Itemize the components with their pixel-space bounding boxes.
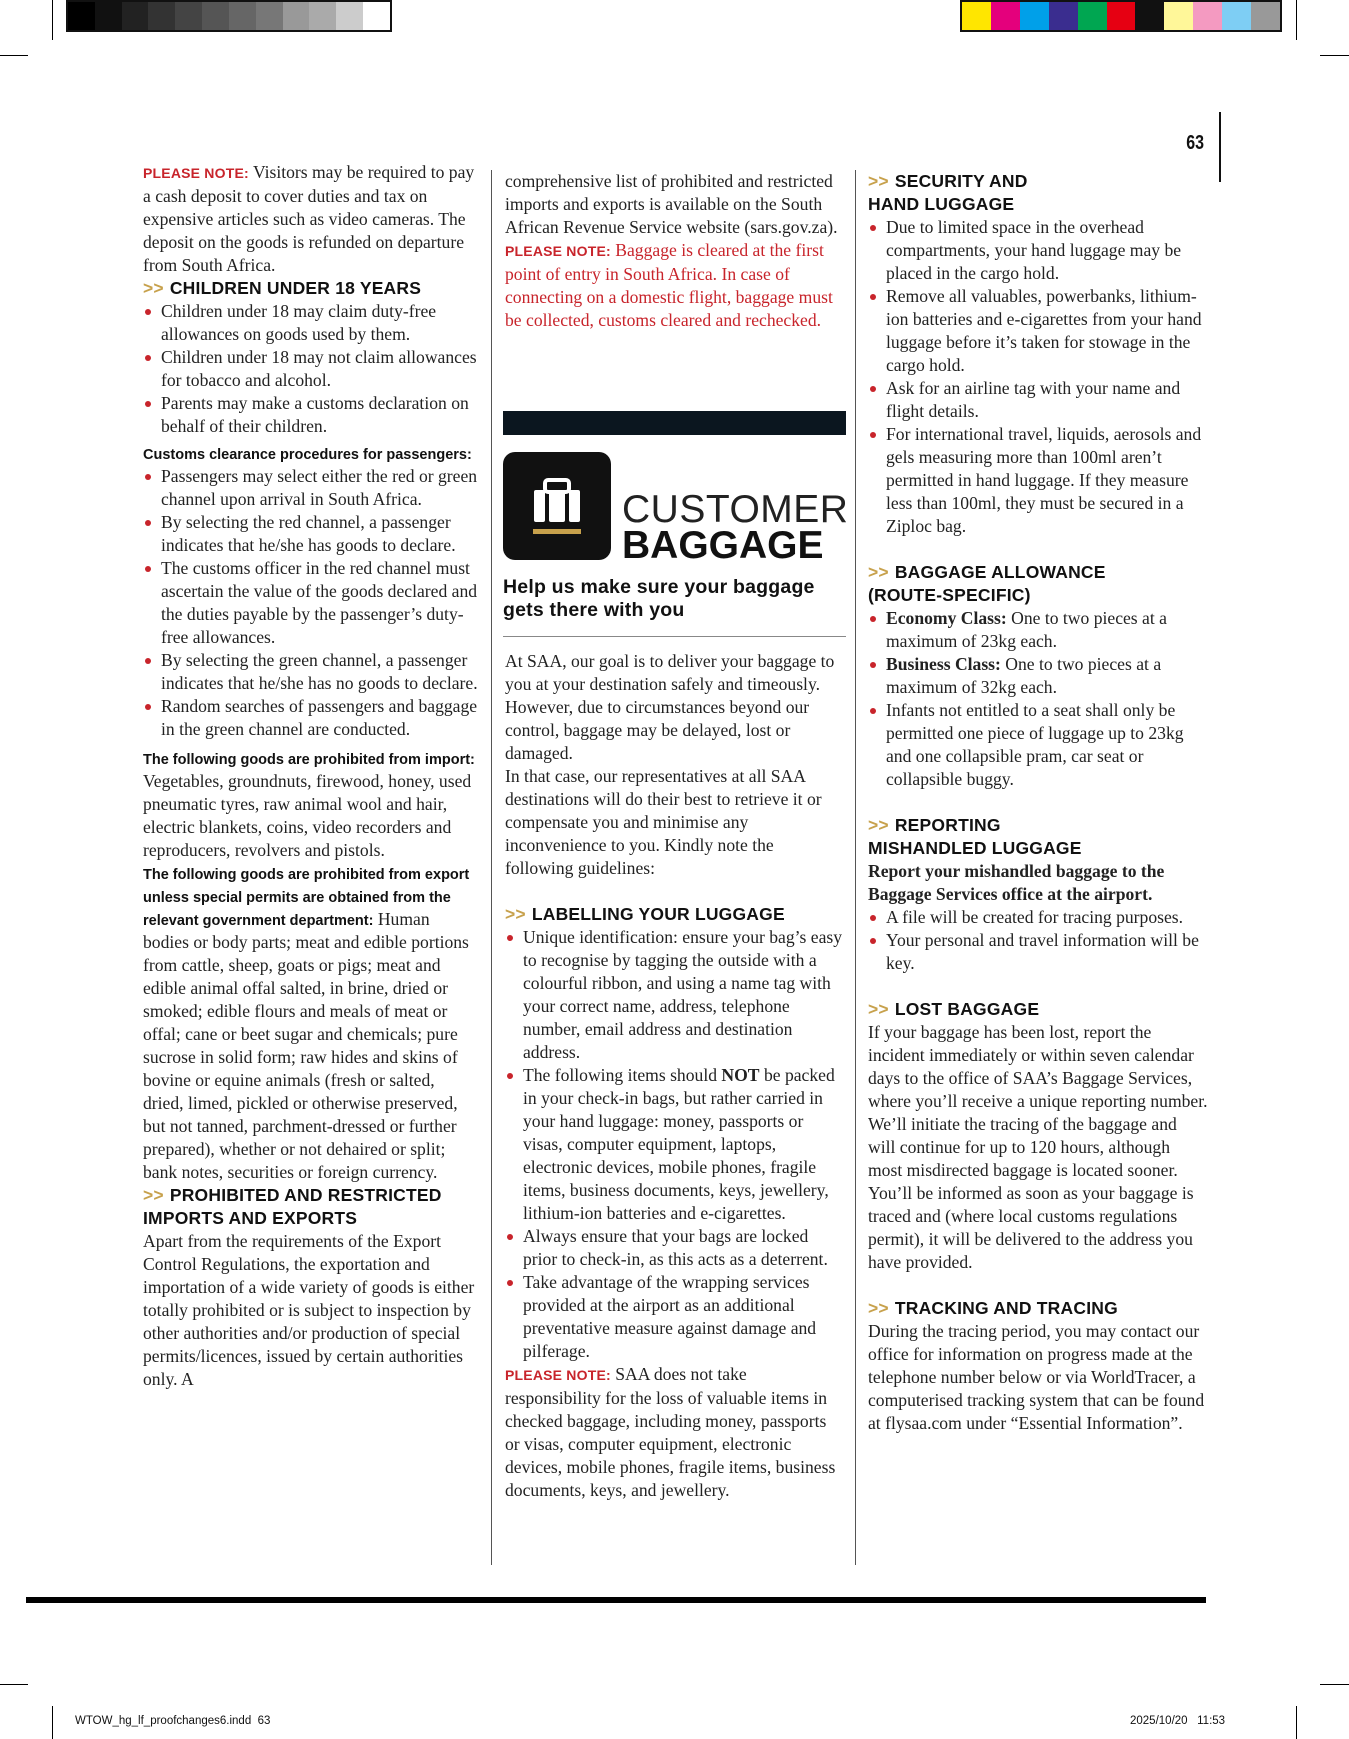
list-item: Children under 18 may not claim allowances for tobacco and alcohol.	[143, 346, 478, 392]
process-color-registration-bar	[960, 0, 1282, 32]
crop-mark	[0, 1684, 28, 1685]
note-text: Visitors may be required to pay a cash deposit to cover duties and tax on expensive articles such as video cameras. The deposit on the goods is refunded on departure from South Africa.	[143, 162, 475, 275]
list-item: Remove all valuables, powerbanks, lithium-ion batteries and e-cigarettes from your hand luggage before it’s taken for stowage in the cargo hold.	[868, 285, 1208, 377]
list-item: By selecting the green channel, a passenger indicates that he/she has no goods to declare.	[143, 649, 478, 695]
allowance-heading	[868, 561, 1208, 607]
color-swatch	[1078, 2, 1107, 30]
crop-mark	[0, 55, 28, 56]
column-rule-2	[855, 170, 856, 1565]
color-swatch	[1251, 2, 1280, 30]
crop-mark	[1320, 55, 1349, 56]
arrow-icon: >>	[868, 999, 889, 1019]
intro-paragraph-1: At SAA, our goal is to deliver your baggage to you at your destination safely and timeously. However, due to circumstances beyond our control, baggage may be delayed, lost or damaged.	[505, 651, 835, 763]
section-band	[503, 411, 846, 435]
list-item: Infants not entitled to a seat shall only be permitted one piece of luggage up to 23kg and one collapsible pram, car seat or collapsible buggy.	[868, 699, 1208, 791]
customs-list	[143, 465, 478, 741]
heading-text: PROHIBITED AND RESTRICTED IMPORTS AND EXPORTS	[143, 1185, 442, 1228]
economy-label: Economy Class:	[886, 608, 1007, 628]
lost-heading	[868, 998, 1208, 1021]
heading-text: SECURITY AND	[894, 171, 1028, 191]
clearance-note	[505, 239, 843, 332]
color-swatch	[962, 2, 991, 30]
gray-swatch	[256, 2, 283, 30]
gray-swatch	[95, 2, 122, 30]
section-subtitle: Help us make sure your baggage gets there with you	[503, 576, 815, 621]
export-text: Human bodies or body parts; meat and edible portions from cattle, sheep, goats or pigs; meat and edible animal offal salted, in brine, dried or smoked; edible flours and meals of meat or offal; cane or beet sugar and chemicals; pure sucrose in solid form; raw hides and skins of bovine or equine animals (fresh or salted, dried, limed, pickled or otherwise preserved, but not tanned, parchment-dressed or further prepared), whether or not dehaired or split; bank notes, securities or foreign currency.	[143, 909, 469, 1182]
heading-text: CHILDREN UNDER 18 YEARS	[169, 278, 422, 298]
business-label: Business Class:	[886, 654, 1001, 674]
suitcase-icon	[503, 452, 611, 560]
customs-heading: Customs clearance procedures for passengers:	[143, 447, 472, 463]
gray-swatch	[148, 2, 175, 30]
item-text: One to two pieces at a maximum of 23kg each.	[886, 608, 1167, 651]
list-item: Due to limited space in the overhead compartments, your hand luggage may be placed in the cargo hold.	[868, 216, 1208, 285]
please-note-label: PLEASE NOTE:	[143, 165, 249, 181]
gray-swatch	[175, 2, 202, 30]
list-item: Children under 18 may claim duty-free allowances on goods used by them.	[143, 300, 478, 346]
list-item: Your personal and travel information will be key.	[868, 929, 1208, 975]
list-item: A file will be created for tracing purposes.	[868, 906, 1208, 929]
gray-swatch	[309, 2, 336, 30]
export-label: The following goods are prohibited from export unless special permits are obtained from the relevant government department:	[143, 867, 470, 929]
gray-swatch	[336, 2, 363, 30]
emphasis-not: NOT	[721, 1065, 760, 1085]
import-text: Vegetables, groundnuts, firewood, honey, used pneumatic tyres, raw animal wool and hair, electric blankets, coins, video recorders and reproducers, revolvers and pistols.	[143, 771, 472, 860]
heading-text: MISHANDLED LUGGAGE	[868, 838, 1082, 858]
arrow-icon: >>	[868, 1298, 889, 1318]
export-prohibited-paragraph	[143, 862, 478, 1184]
reporting-list	[868, 906, 1208, 975]
list-item: For international travel, liquids, aerosols and gels measuring more than 100ml aren’t permitted in hand luggage. If they measure less than 100ml, they must be secured in a Ziploc bag.	[868, 423, 1208, 538]
children-list	[143, 300, 478, 438]
prohibited-heading	[143, 1184, 478, 1230]
list-item	[868, 607, 1208, 653]
subtitle-rule	[503, 636, 846, 637]
item-text: be packed in your check-in bags, but rather carried in your hand luggage: money, passports or visas, computer equipment, laptops, electronic devices, mobile phones, fragile items, business documents, keys, jewellery, lithium-ion batteries and e-cigarettes.	[523, 1065, 835, 1223]
column-rule-1	[491, 170, 492, 1565]
valuables-note	[505, 1363, 843, 1502]
reporting-bold-paragraph: Report your mishandled baggage to the Baggage Services office at the airport.	[868, 861, 1165, 904]
tracking-paragraph: During the tracing period, you may contact our office for information on progress made at the telephone number below or via WorldTracer, a computerised tracking system that can be found at flysaa.com under “Essential Information”.	[868, 1321, 1205, 1433]
list-item: Unique identification: ensure your bag’s easy to recognise by tagging the outside with a colourful ribbon, and using a name tag with your correct name, address, telephone number, email address and destination address.	[505, 926, 843, 1064]
page-number-rule	[1219, 112, 1221, 182]
item-text: One to two pieces at a maximum of 32kg each.	[886, 654, 1162, 697]
color-swatch	[1222, 2, 1251, 30]
arrow-icon: >>	[143, 278, 164, 298]
note-text: SAA does not take responsibility for the loss of valuable items in checked baggage, including money, passports or visas, computer equipment, electronic devices, mobile phones, fragile items, business documents, keys, and jewellery.	[505, 1364, 836, 1500]
crop-mark	[1296, 1706, 1297, 1739]
list-item: Parents may make a customs declaration on behalf of their children.	[143, 392, 478, 438]
lost-paragraph: If your baggage has been lost, report the incident immediately or within seven calendar days to the office of SAA’s Baggage Services, where you’ll receive a unique reporting number. We’ll initiate the tracing of the baggage and will continue for up to 120 hours, although most misdirected baggage is located sooner. You’ll be informed as soon as your baggage is traced and (where local customs regulations permit), it will be delivered to the address you have provided.	[868, 1022, 1208, 1272]
gray-swatch	[229, 2, 256, 30]
list-item: By selecting the red channel, a passenger indicates that he/she has goods to declare.	[143, 511, 478, 557]
list-item	[505, 1064, 843, 1225]
security-list	[868, 216, 1208, 538]
reporting-heading	[868, 814, 1208, 860]
heading-text: LABELLING YOUR LUGGAGE	[531, 904, 785, 924]
labelling-heading	[505, 903, 843, 926]
crop-mark	[52, 1706, 53, 1739]
arrow-icon: >>	[868, 815, 889, 835]
crop-mark	[1296, 0, 1297, 40]
children-heading	[143, 277, 478, 300]
note-text: Baggage is cleared at the first point of entry in South Africa. In case of connecting on a domestic flight, baggage must be collected, customs cleared and rechecked.	[505, 240, 833, 330]
item-text: The following items should	[523, 1065, 722, 1085]
column-1	[143, 161, 478, 1391]
footer-date-slug: 2025/10/20 11:53	[1130, 1715, 1226, 1727]
please-note-label: PLEASE NOTE:	[505, 1367, 611, 1383]
list-item: Always ensure that your bags are locked prior to check-in, as this acts as a deterrent.	[505, 1225, 843, 1271]
list-item: Take advantage of the wrapping services provided at the airport as an additional preventative measure against damage and pilferage.	[505, 1271, 843, 1363]
color-swatch	[1049, 2, 1078, 30]
import-label: The following goods are prohibited from import:	[143, 752, 475, 768]
list-item: Ask for an airline tag with your name and flight details.	[868, 377, 1208, 423]
bottom-rule	[26, 1597, 1206, 1603]
column-2-top	[505, 170, 843, 332]
list-item: Random searches of passengers and baggage in the green channel are conducted.	[143, 695, 478, 741]
intro-paragraph-2: In that case, our representatives at all SAA destinations will do their best to retrieve it or compensate you and minimise any inconvenience to you. Kindly note the following guidelines:	[505, 766, 822, 878]
please-note-label: PLEASE NOTE:	[505, 243, 611, 259]
footer-file-slug: WTOW_hg_lf_proofchanges6.indd 63	[75, 1715, 271, 1727]
color-swatch	[1135, 2, 1164, 30]
list-item: The customs officer in the red channel must ascertain the value of the goods declared and the duties payable by the passenger’s duty-free allowances.	[143, 557, 478, 649]
visitor-deposit-note	[143, 161, 478, 277]
heading-text: LOST BAGGAGE	[894, 999, 1040, 1019]
crop-mark	[52, 0, 53, 40]
import-prohibited-paragraph	[143, 747, 478, 862]
column-3	[868, 170, 1208, 1435]
list-item: Passengers may select either the red or green channel upon arrival in South Africa.	[143, 465, 478, 511]
gray-swatch	[122, 2, 149, 30]
gray-swatch	[283, 2, 310, 30]
arrow-icon: >>	[143, 1185, 164, 1205]
heading-text: TRACKING AND TRACING	[894, 1298, 1118, 1318]
heading-text: BAGGAGE ALLOWANCE	[894, 562, 1106, 582]
arrow-icon: >>	[868, 171, 889, 191]
color-swatch	[1164, 2, 1193, 30]
title-baggage: BAGGAGE	[622, 524, 824, 567]
labelling-list	[505, 926, 843, 1363]
customer-baggage-logo	[503, 452, 611, 560]
prohibited-paragraph: Apart from the requirements of the Export Control Regulations, the exportation and importation of a wide variety of goods is either totally prohibited or is subject to inspection by other authorities and/or production of special permits/licences, issued by certain authorities only. A	[143, 1231, 475, 1389]
security-heading	[868, 170, 1208, 216]
gray-swatch	[363, 2, 390, 30]
gray-swatch	[68, 2, 95, 30]
column-2-body	[505, 650, 843, 1502]
heading-text: (ROUTE-SPECIFIC)	[868, 585, 1031, 605]
allowance-list	[868, 607, 1208, 791]
title-customer: CUSTOMER	[622, 488, 849, 531]
crop-mark	[1320, 1684, 1349, 1685]
color-swatch	[1107, 2, 1136, 30]
color-swatch	[1020, 2, 1049, 30]
tracking-heading	[868, 1297, 1208, 1320]
heading-text: REPORTING	[894, 815, 1001, 835]
heading-text: HAND LUGGAGE	[868, 194, 1015, 214]
grayscale-registration-bar	[66, 0, 392, 32]
color-swatch	[991, 2, 1020, 30]
list-item	[868, 653, 1208, 699]
arrow-icon: >>	[505, 904, 526, 924]
arrow-icon: >>	[868, 562, 889, 582]
gray-swatch	[202, 2, 229, 30]
sars-paragraph: comprehensive list of prohibited and restricted imports and exports is available on the South African Revenue Service website (sars.gov.za).	[505, 171, 838, 237]
color-swatch	[1193, 2, 1222, 30]
page-number: 63	[1186, 132, 1204, 154]
